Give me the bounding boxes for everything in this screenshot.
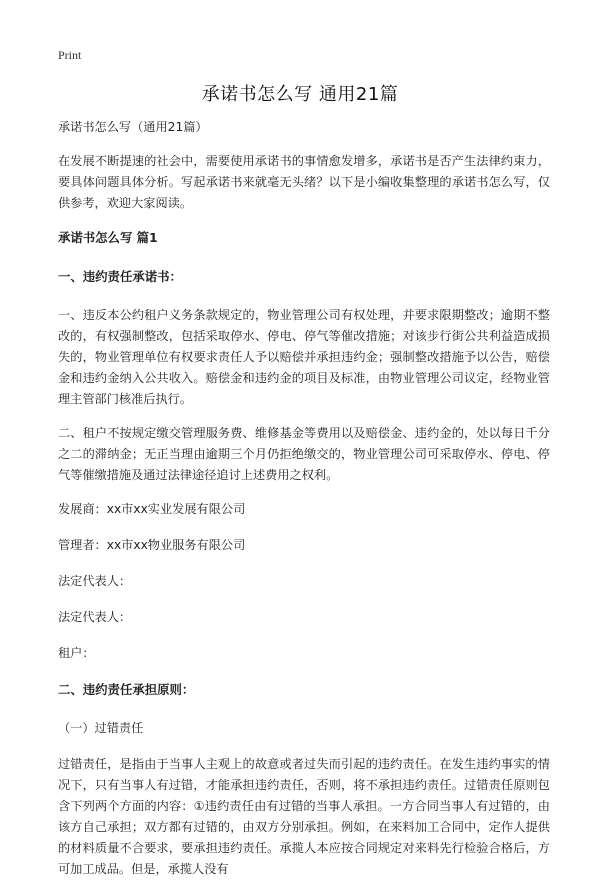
heading-breach-commitment: 一、违约责任承诺书： xyxy=(58,269,182,284)
section-title: 承诺书怎么写 篇1 xyxy=(58,230,158,245)
heading-liability-principles: 二、违约责任承担原则： xyxy=(58,682,195,697)
paragraph-clause-1: 一、违反本公约租户义务条款规定的，物业管理公司有权处理，并要求限期整改；逾期不整改的，有权强制整改，包括采取停水、停电、停气等催改措施；对该步行街公共利益造成损失的，物业管理单位有权要求责任人予以赔偿并承担违约金；强制整改措施予以公告，赔偿金和违约金纳入公共收入。赔偿金和违约金的项目及标准，由物业管理公司议定，经物业管理主管部门核准后执行。 xyxy=(58,308,550,406)
developer-line: 发展商：xx市xx实业发展有限公司 xyxy=(58,502,246,516)
subheading-fault-liability: （一）过错责任 xyxy=(58,721,144,735)
document-body xyxy=(58,117,550,880)
tenant-line: 租户： xyxy=(58,646,95,660)
legal-rep-line: 法定代表人： xyxy=(58,574,132,588)
intro-paragraph: 在发展不断提速的社会中，需要使用承诺书的事情愈发增多，承诺书是否产生法律约束力，要具体问题具体分析。写起承诺书来就毫无头绪？以下是小编收集整理的承诺书怎么写，仅供参考，欢迎大家阅读。 xyxy=(58,154,550,210)
document-title: 承诺书怎么写 通用21篇 xyxy=(201,84,399,105)
paragraph-clause-2: 二、租户不按规定缴交管理服务费、维修基金等费用以及赔偿金、违约金的，处以每日千分之二的滞纳金；无正当理由逾期三个月仍拒绝缴交的，物业管理公司可采取停水、停电、停气等催缴措施及通过法律途径追讨上述费用之权利。 xyxy=(58,426,550,482)
legal-rep-line: 法定代表人： xyxy=(58,610,132,624)
manager-line: 管理者：xx市xx物业服务有限公司 xyxy=(58,538,246,552)
print-label[interactable]: Print xyxy=(58,48,82,62)
document-subtitle: 承诺书怎么写（通用21篇） xyxy=(58,120,208,134)
paragraph-fault-liability: 过错责任，是指由于当事人主观上的故意或者过失而引起的违约责任。在发生违约事实的情况下，只有当事人有过错，才能承担违约责任，否则，将不承担违约责任。过错责任原则包含下列两个方面的内容：①违约责任由有过错的当事人承担。一方合同当事人有过错的，由该方自己承担；双方都有过错的，由双方分别承担。例如，在来料加工合同中，定作人提供的材料质量不合要求，要承担违约责任。承揽人本应按合同规定对来料先行检验合格后，方可加工成品。但是，承揽人没有 xyxy=(58,757,550,876)
